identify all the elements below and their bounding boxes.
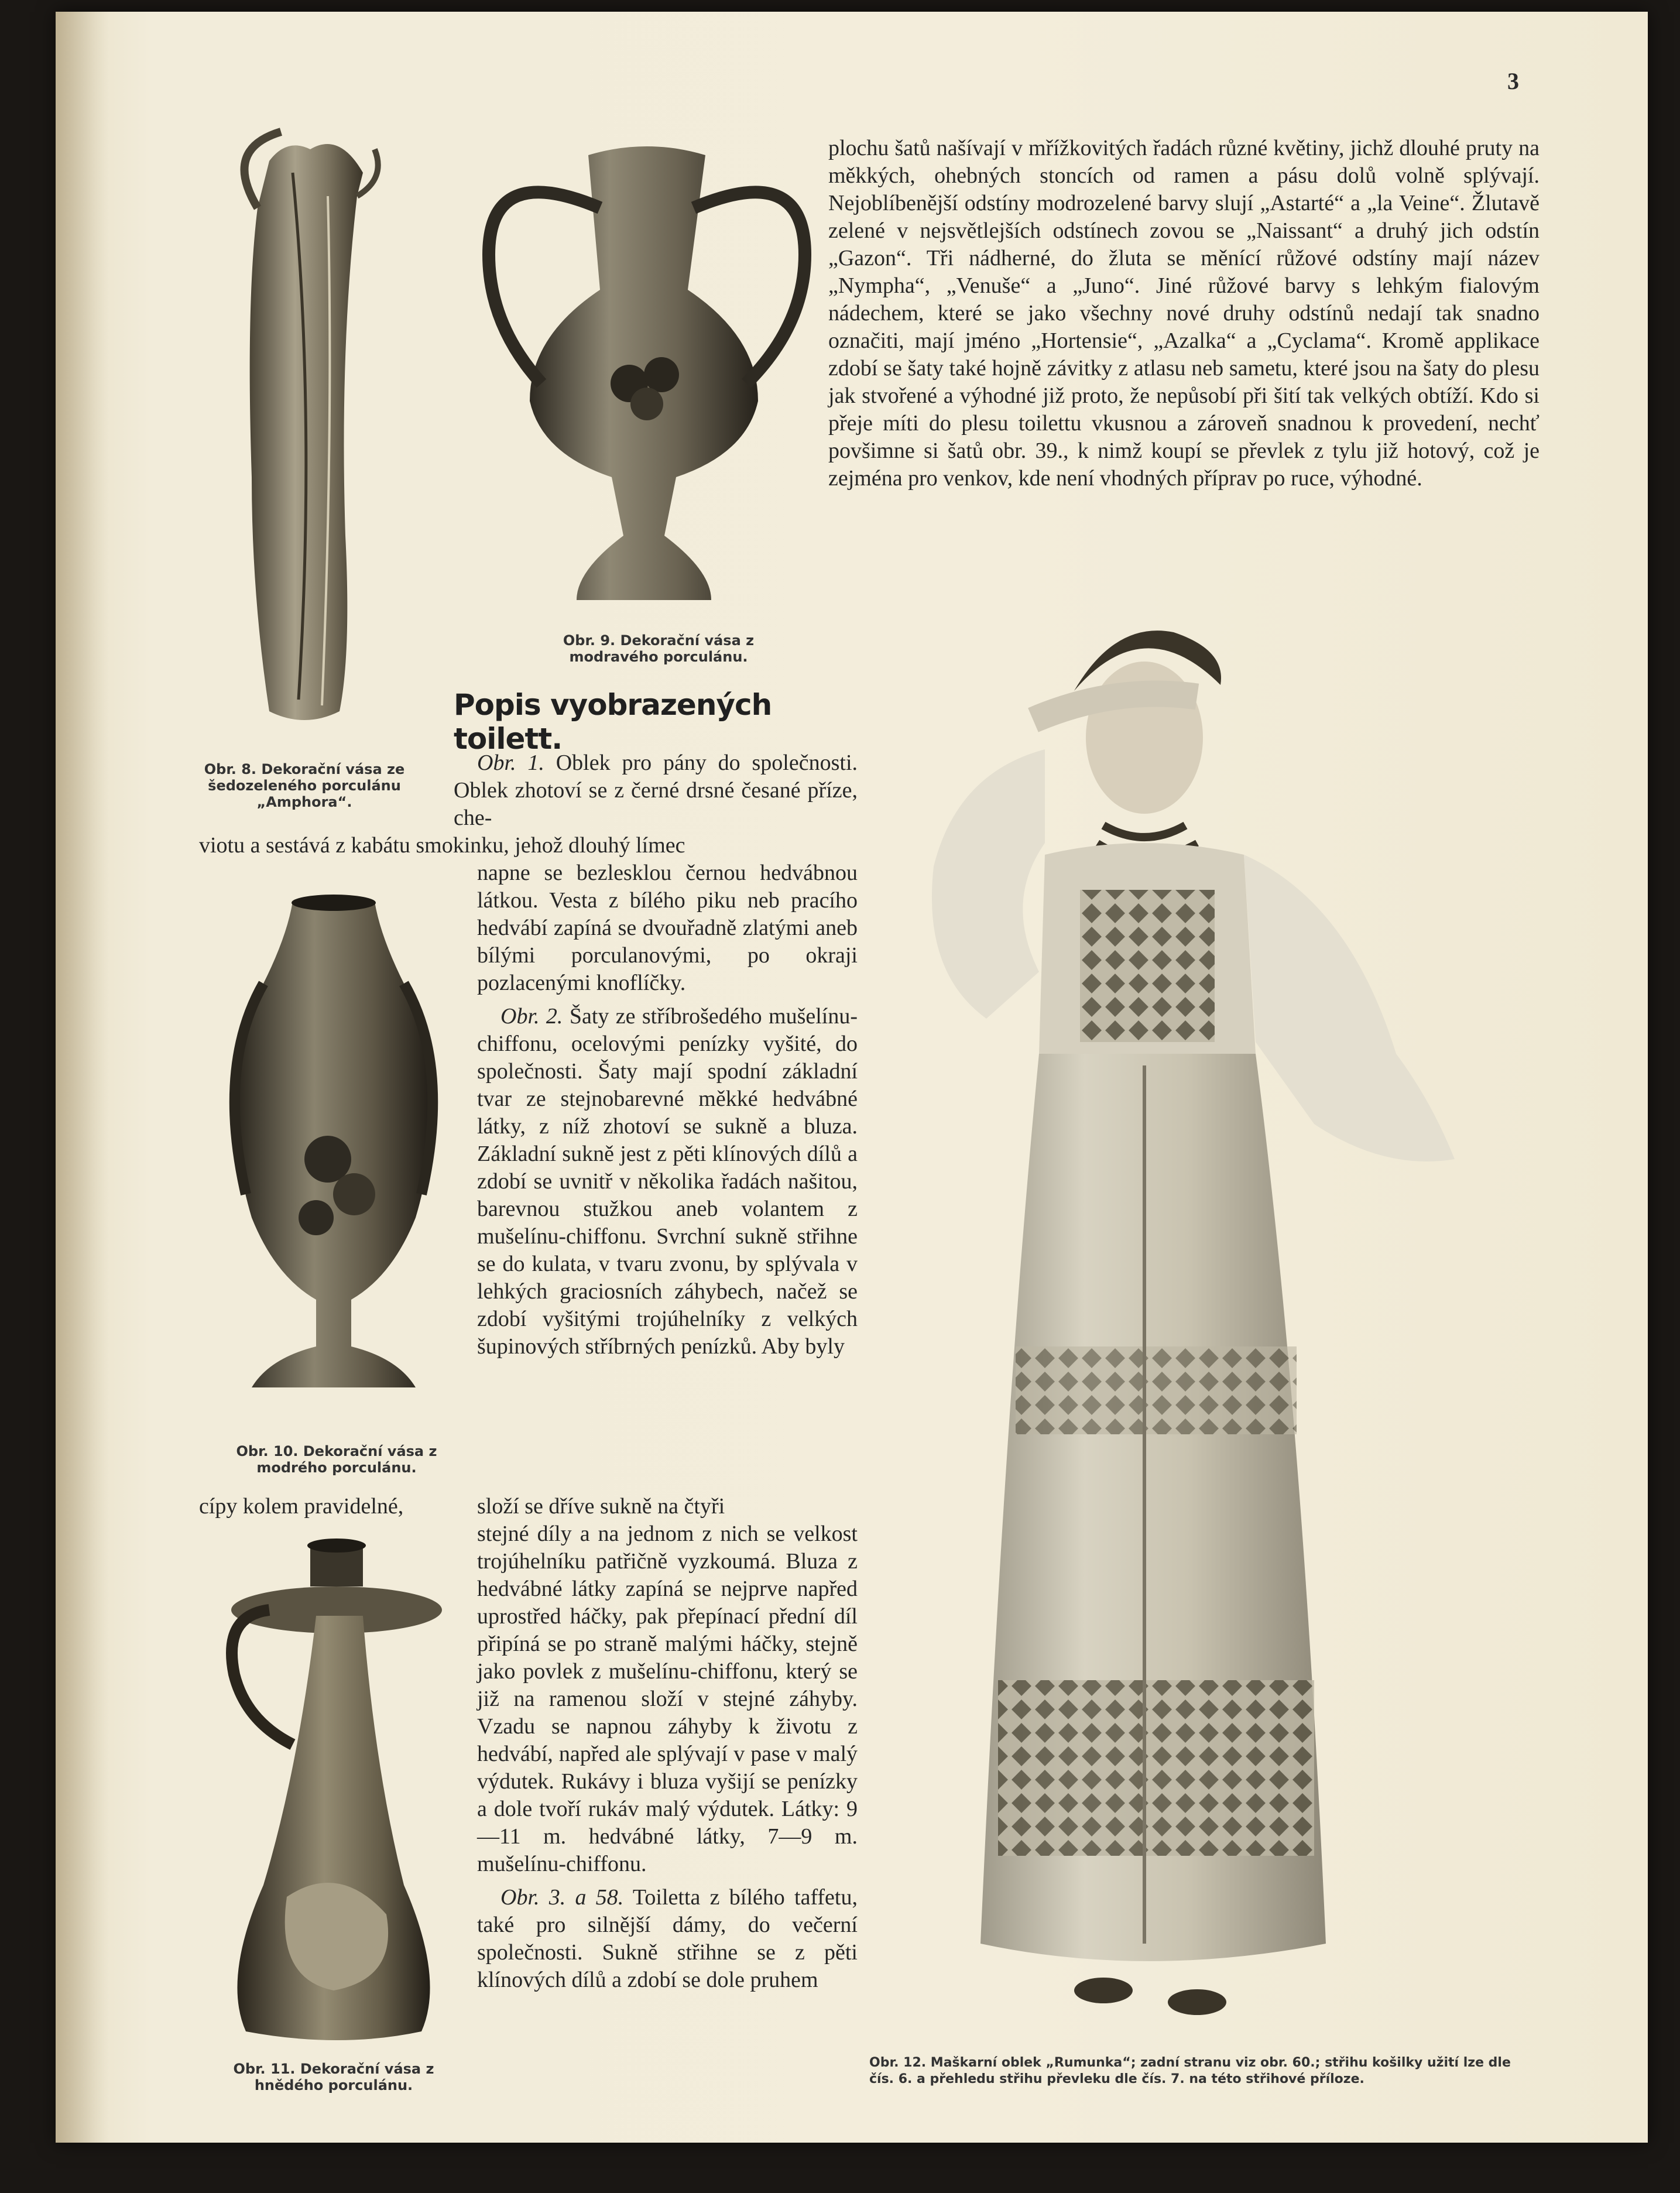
article-obr2-wide-left: cípy kolem pravidelné, bbox=[199, 1494, 404, 1519]
figure-10-caption: Obr. 10. Dekorační vása z modrého porculánu. bbox=[236, 1443, 437, 1476]
page-sheet bbox=[56, 12, 1648, 2143]
page-gutter bbox=[56, 12, 108, 2143]
figure-12-caption: Obr. 12. Maškarní oblek „Rumunka“; zadní stranu viz obr. 60.; střihu košilky užití lze dle čís. 6. a přehledu střihu převleku dle čís. 7. na této střihové příloze. bbox=[869, 2055, 1511, 2086]
article-obr2-wide-line bbox=[199, 1493, 858, 1520]
article-obr2-wide-right: složí se dříve sukně na čtyři bbox=[477, 1494, 725, 1519]
tall-vase-illustration bbox=[199, 126, 392, 735]
woman-costume-illustration bbox=[869, 597, 1484, 2043]
article-obr1-wide-line: viotu a sestává z kabátu smokinku, jehož dlouhý límec bbox=[199, 833, 685, 858]
section-heading: Popis vyobrazených toilett. bbox=[454, 688, 772, 756]
page-number: 3 bbox=[1507, 68, 1519, 94]
article-obr2-text: Šaty ze stříbrošedého mušelínu-chiffonu, ocelovými penízky vyšité, do společnosti. Šaty mají spodní základní tvar ze stejnobarevné měkké hedvábné látky, z níž zhotoví se sukně a bluza. Základní sukně jest z pěti klínových dílů a zdobí se uvnitř v několika řadách našitou, barevnou stužkou aneb volantem z mušelínu-chiffonu. Svrchní sukně střihne se do kulata, v tvaru zvonu, by splývala v lehkých graciosních záhybech, načež se zdobí vyšitými trojúhelníky z velkých šupinových stříbrných penízků. Aby byly bbox=[477, 1004, 858, 1359]
candlestick-vase-illustration bbox=[199, 1534, 468, 2049]
article-obr1-obr2-column bbox=[477, 859, 858, 1361]
article-obr3-text: Toiletta z bílého taffetu, také pro silnější dámy, do večerní společnosti. Sukně střihne se z pěti klínových dílů a zdobí se dole pruhem bbox=[477, 1885, 858, 1992]
article-obr2-label: Obr. 2. bbox=[500, 1004, 563, 1029]
article-obr1-intro bbox=[454, 749, 858, 832]
article-obr2-rest: stejné díly a na jednom z nich se velkost trojúhelníku patřičně vyzkoumá. Bluza z hedvábné látky zapíná se nejprve napřed uprostřed háčky, pak přepínací přední díl připíná se po straně malými háčky, stejně jako povlek z mušelínu-chiffonu, který se již na ramenou složí v stejné záhyby. Vzadu se napnou záhyby k životu z hedvábí, napřed ale splývají v pase v malý výdutek. Rukávy i bluza vyšijí se penízky a dole tvoří rukáv malý výdutek. Látky: 9—11 m. hedvábné látky, 7—9 m. mušelínu-chiffonu. bbox=[477, 1522, 858, 1876]
two-handled-vase-illustration bbox=[454, 138, 834, 618]
figure-9-caption: Obr. 9. Dekorační vása z modravého porculánu. bbox=[563, 632, 755, 665]
article-obr1-first: Oblek pro pány do společnosti. Oblek zhotoví se z černé drsné česané příze, che- bbox=[454, 751, 858, 830]
floral-vase-illustration bbox=[205, 890, 462, 1393]
article-obr1-rest: napne se bezlesklou černou hedvábnou látkou. Vesta z bílého piku neb pracího hedvábí zapíná se dvouřadně zlatými aneb bílými porculanovými, po okraji pozlacenými knoflíčky. bbox=[477, 861, 858, 995]
intro-paragraph: plochu šatů našívají v mřížkovitých řadách různé květiny, jichž dlouhé pruty na měkkých, ohebných stoncích od ramen a pásu dolů volně splývají. Nejoblíbenější odstíny modrozelené barvy slují „Astarté“ a „la Veine“. Žlutavě zelené v nejsvětlejších odstínech zovou se „Naissant“ a druhý jich odstín „Gazon“. Tři nádherné, do žluta se měnící růžové odstíny mají název „Nympha“, „Venuše“ a „Juno“. Jiné růžové barvy s lehkým fialovým nádechem, které se jako všechny nové druhy odstínů nedají tak snadno označiti, mají jméno „Hortensie“, „Azalka“ a „Cyclama“. Kromě applikace zdobí se šaty také hojně závitky z atlasu neb sametu, které jsou na šaty do plesu jak stvořené a výhodné již proto, že nepůsobí při šití tak velkých obtíží. Kdo si přeje míti do plesu toilettu vkusnou a zároveň snadnou k provedení, nechť povšimne si šatů obr. 39., k nimž koupí se převlek z tylu již hotový, což je zejména pro venkov, kde není vhodných příprav po ruce, výhodné. bbox=[828, 136, 1540, 491]
article-obr2-obr3-column bbox=[477, 1520, 858, 1994]
article-obr1-label: Obr. 1. bbox=[477, 751, 544, 775]
article-obr3-label: Obr. 3. a 58. bbox=[500, 1885, 624, 1910]
figure-11-caption: Obr. 11. Dekorační vása z hnědého porculánu. bbox=[233, 2061, 434, 2093]
figure-8-caption: Obr. 8. Dekorační vása ze šedozeleného porculánu „Amphora“. bbox=[204, 761, 405, 810]
